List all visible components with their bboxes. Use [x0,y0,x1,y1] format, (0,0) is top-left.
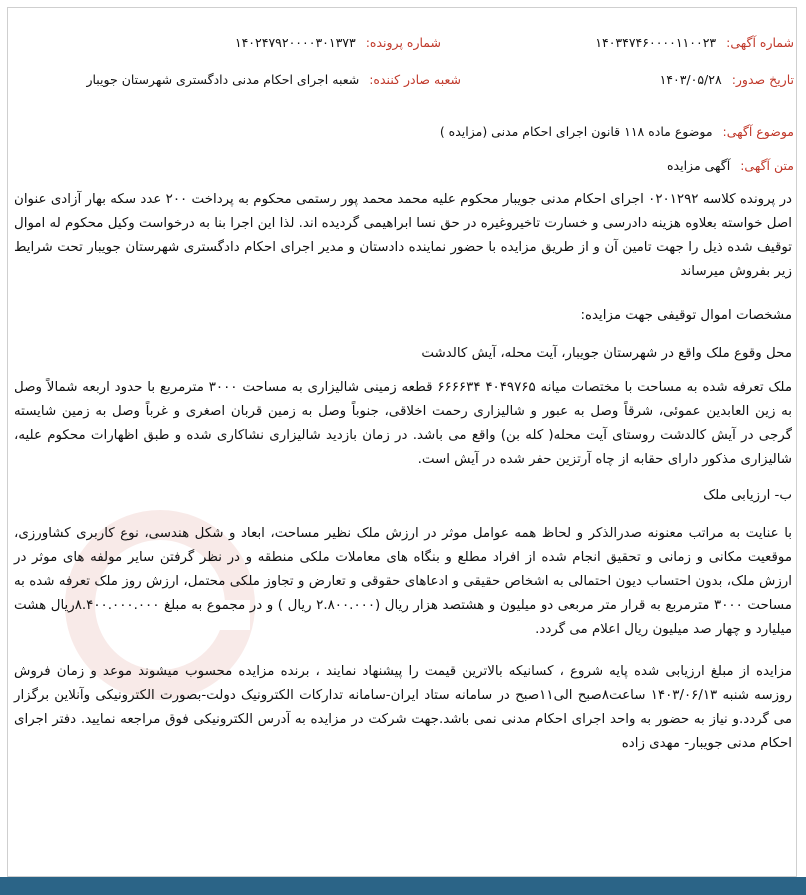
issue-date: ۱۴۰۳/۰۵/۲۸ [659,72,722,87]
notice-number: ۱۴۰۳۴۷۴۶۰۰۰۰۱۱۰۰۲۳ [595,35,717,50]
subject-value: موضوع ماده ۱۱۸ قانون اجرای احکام مدنی (مزایده ) [439,124,713,139]
case-number-label: شماره پرونده: [365,35,441,50]
subject-row [440,124,794,139]
subject-label: موضوع آگهی: [722,124,794,139]
issuer: شعبه اجرای احکام مدنی دادگستری شهرستان جویبار [86,72,360,87]
issuer-label: شعبه صادر کننده: [369,72,461,87]
description-paragraph: ملک تعرفه شده به مساحت با مختصات میانه ۴۰۴۹۷۶۵ ۶۶۶۶۳۴ قطعه زمینی شالیزاری به مساحت ۳۰۰۰ مترمربع با حدود اربعه شمالاً وصل به زین العابدین عموئی، شرقاً وصل به عبور و شالیزاری رحمت اخلاقی، جنوباً وصل به زمین قربان اصغری و غرباً وصل به زمین شایسته گرجی در آیش کالدشت روستای آیت محله( کله بن) واقع می باشد. در زمان بازدید شالیزاری نشاکاری شده و طبق اظهارات محکوم علیه، شالیزاری مذکور دارای حقابه از چاه آرتزین حفر شده در آیش است. [14,380,792,467]
body-title-row [667,158,794,173]
notice-number-label: شماره آگهی: [726,35,794,50]
case-number: ۱۴۰۲۴۷۹۲۰۰۰۰۳۰۱۳۷۳ [234,35,356,50]
specs-heading: مشخصات اموال توقیفی جهت مزایده: [580,308,792,323]
valuation-heading: ب- ارزیابی ملک [703,488,792,503]
issue-date-row [660,72,794,87]
issuer-row [86,72,461,87]
body-title-value: آگهی مزایده [667,158,731,173]
bottom-bar [0,877,806,895]
intro-paragraph: در پرونده کلاسه ۰۲۰۱۲۹۲ اجرای احکام مدنی جویبار محکوم علیه محمد محمد پور رستمی محکوم به پرداخت ۲۰۰ عدد سکه بهار آزادی عنوان اصل خواسته بعلاوه هزینه دادرسی و خسارت تاخیروغیره در حق نسا ابراهیمی گردیده اند. لذا این اجرا بنا به درخواست وکیل محکوم له اموال توقیف شده ذیل را جهت تامین آن و از طریق مزایده با حضور نماینده دادستان و مدیر اجرای احکام دادگستری شهرستان جویبار تحت شرایط زیر بفروش میرساند [14,192,792,279]
notice-number-row [595,35,794,50]
issue-date-label: تاریخ صدور: [731,72,794,87]
location-paragraph: محل وقوع ملک واقع در شهرستان جویبار، آیت محله، آیش کالدشت [421,346,792,361]
body-title-label: متن آگهی: [740,158,794,173]
valuation-paragraph: با عنایت به مراتب معنونه صدرالذکر و لحاظ همه عوامل موثر در ارزش ملک نظیر مساحت، ابعاد و شکل هندسی، نوع کاربری کشاورزی، موقعیت مکانی و زمانی و تحقیق انجام شده از افراد مطلع و بنگاه های معاملات ملکی منطقه و در نظر گرفتن سایر مولفه های موثر در ارزش ملک، بدون احتساب دیون احتمالی به اشخاص حقیقی و ادعاهای حقوقی و تعارض و تجاوز ملکی محتمل، ارزش روز ملک تعرفه شده به مساحت ۳۰۰۰ مترمربع به قرار متر مربعی دو میلیون و هشتصد هزار ریال (۲.۸۰۰.۰۰۰ ریال ) و در مجموع به مبلغ ۸.۴۰۰.۰۰۰.۰۰۰ریال هشت میلیارد و چهار صد میلیون ریال اعلام می گردد. [14,526,792,637]
auction-paragraph: مزایده از مبلغ ارزیابی شده پایه شروع ، کسانیکه بالاترین قیمت را پیشنهاد نمایند ، برنده مزایده محسوب میشوند موعد و زمان فروش روزسه شنبه ۱۴۰۳/۰۶/۱۳ ساعت۸صبح الی۱۱صبح در سامانه ستاد ایران-سامانه تدارکات الکترونیک دولت-بصورت الکترونیکی وآنلاین برگزار می گردد.و نیاز به حضور به واحد اجرای احکام مدنی نمی باشد.جهت شرکت در مزایده به آدرس الکترونیکی فوق مراجعه نمایید. دفتر اجرای احکام مدنی جویبار- مهدی زاده [14,664,792,751]
case-number-row [235,35,441,50]
